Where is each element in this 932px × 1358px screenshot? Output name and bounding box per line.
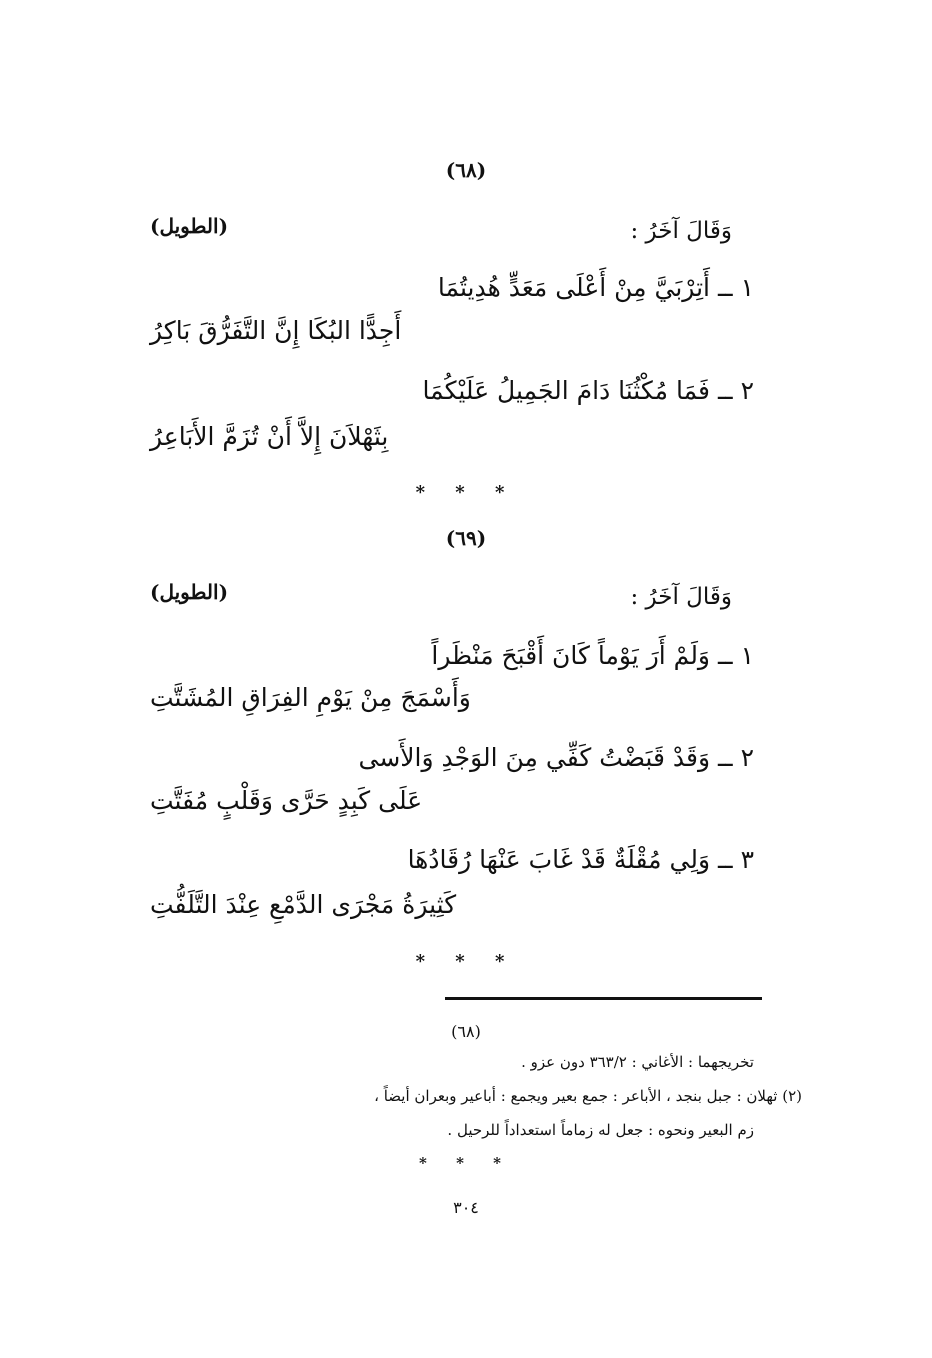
footnote-separator-stars: * * * <box>419 1154 513 1172</box>
poem-68-meter: (الطويل) <box>150 214 229 238</box>
poem-68-intro: وَقَالَ آخَرُ : <box>630 218 732 244</box>
poem-69-intro: وَقَالَ آخَرُ : <box>630 584 732 610</box>
footnote-divider <box>445 997 762 1000</box>
verse-second-hemistich: وَأَسْمَجَ مِنْ يَوْمِ الفِرَاقِ المُشَتَّتِ <box>150 683 471 712</box>
page-number: ٣٠٤ <box>453 1198 479 1217</box>
verse-second-hemistich: كَثِيرَةُ مَجْرَى الدَّمْعِ عِنْدَ التَّلَفُّتِ <box>150 890 457 919</box>
verse-first-hemistich: ١ ــ أَتِرْبَيَّ مِنْ أَعْلَى مَعَدٍّ هُدِيتُمَا <box>437 273 754 302</box>
footnote-line: تخريجهما : الأغاني : ٣٦٣/٢ دون عزو . <box>521 1053 754 1071</box>
footnote-line: زم البعير ونحوه : جعل له زماماً استعداداً للرحيل . <box>447 1121 754 1139</box>
verse-first-hemistich: ٢ ــ فَمَا مُكْثُنَا دَامَ الجَمِيلُ عَلَيْكُمَا <box>422 376 754 405</box>
verse-second-hemistich: أَجِدًّا البُكَا إِنَّ التَّفَرُّقَ بَاكِرُ <box>150 316 402 345</box>
verse-first-hemistich: ١ ــ وَلَمْ أَرَ يَوْماً كَانَ أَقْبَحَ مَنْظَراً <box>431 641 754 670</box>
verse-second-hemistich: بِثَهْلاَنَ إِلاَّ أَنْ تُزَمَّ الأَبَاعِرُ <box>150 422 389 451</box>
verse-second-hemistich: عَلَى كَبِدٍ حَرَّى وَقَلْبٍ مُفَتَّتِ <box>150 786 423 815</box>
verse-first-hemistich: ٢ ــ وَقَدْ قَبَضْتُ كَفِّي مِنَ الوَجْدِ وَالأَسى <box>358 743 754 772</box>
section-separator-stars: * * * <box>415 951 517 972</box>
footnote-line: (٢) ثهلان : جبل بنجد ، الأباعر : جمع بعير ويجمع : أباعير وبعران أيضاً ، <box>374 1087 802 1105</box>
poem-68-number: (٦٨) <box>445 158 487 182</box>
footnote-poem-number: (٦٨) <box>451 1022 481 1041</box>
poem-69-number: (٦٩) <box>445 526 487 550</box>
poem-69-meter: (الطويل) <box>150 580 229 604</box>
verse-first-hemistich: ٣ ــ وَلِي مُقْلَةٌ قَدْ غَابَ عَنْهَا رُقَادُهَا <box>407 845 754 874</box>
section-separator-stars: * * * <box>415 482 517 503</box>
